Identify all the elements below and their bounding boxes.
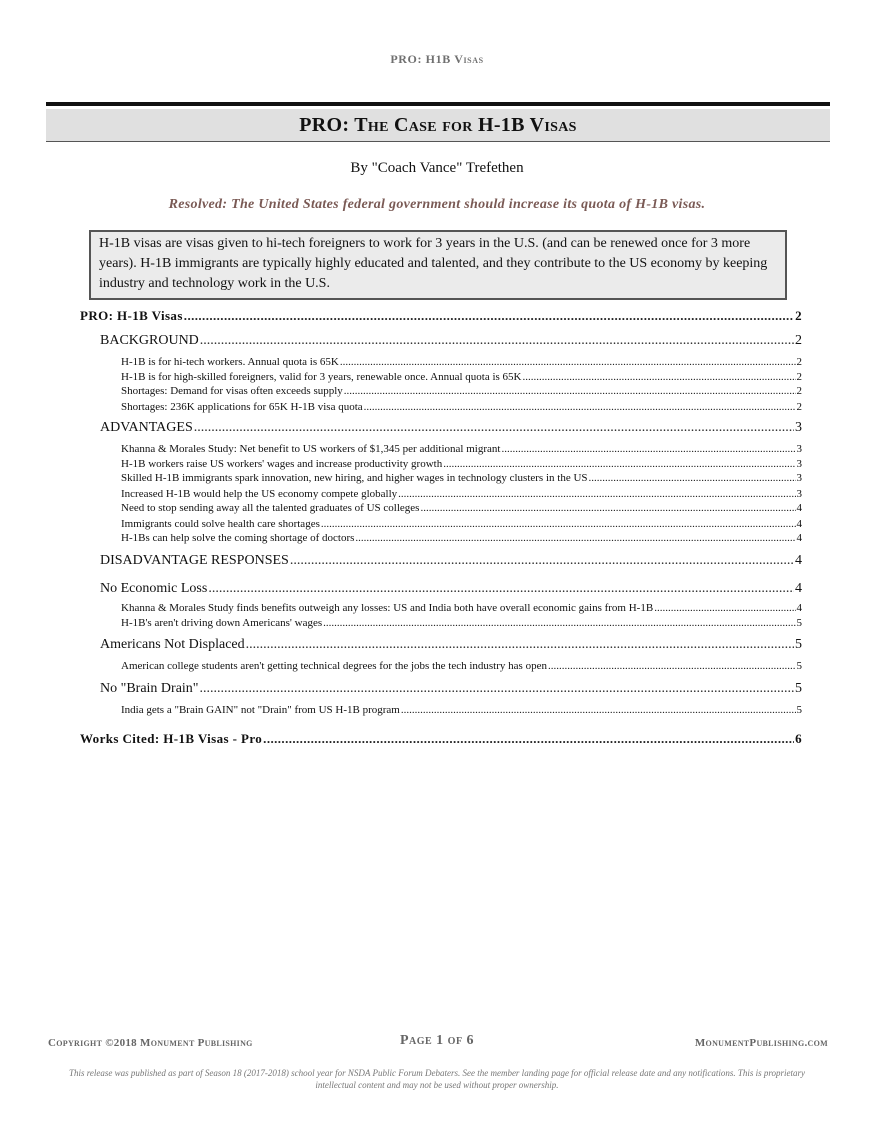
toc-leader	[200, 333, 794, 349]
toc-page-number: 2	[795, 308, 802, 323]
toc-entry-text: H-1B is for high-skilled foreigners, valid for 3 years, renewable once. Annual quota is 65K	[121, 371, 522, 383]
toc-page-number: 3	[796, 472, 802, 484]
toc-leader	[420, 502, 795, 514]
toc-page-number: 3	[795, 420, 802, 435]
toc-page-number: 2	[795, 333, 802, 348]
toc-leader	[208, 581, 794, 597]
toc-entry-disadvantage-responses[interactable]	[100, 553, 802, 569]
toc-entry-no-economic-loss[interactable]	[100, 581, 802, 597]
toc-entry-no-brain-drain[interactable]	[100, 681, 802, 697]
resolution: Resolved: The United States federal government should increase its quota of H-1B visas.	[168, 197, 706, 212]
toc-entry-text: Need to stop sending away all the talented graduates of US colleges	[121, 502, 420, 514]
toc-page-number: 5	[795, 637, 802, 652]
toc-entry[interactable]	[121, 356, 802, 368]
toc-page-number: 2	[796, 356, 802, 368]
toc-entry-americans-not-displaced[interactable]	[100, 637, 802, 653]
toc-entry[interactable]	[121, 704, 802, 716]
footer-page-number: Page 1 of 6	[399, 1033, 475, 1048]
toc-entry[interactable]	[121, 401, 802, 413]
toc-entry-text: PRO: H-1B Visas	[80, 308, 183, 323]
toc-entry-text: H-1B's aren't driving down Americans' wages	[121, 617, 323, 629]
toc-leader	[344, 385, 796, 397]
toc-leader	[340, 356, 796, 368]
toc-leader	[323, 617, 795, 629]
toc-page-number: 5	[796, 617, 802, 629]
toc-entry-text: Increased H-1B would help the US economy compete globally	[121, 488, 398, 500]
toc-leader	[522, 371, 795, 383]
toc-leader	[184, 308, 794, 324]
summary-box: H-1B visas are visas given to hi-tech foreigners to work for 3 years in the U.S. (and can be renewed once for 3 more years). H-1B immigrants are typically highly educated and talented, and they contribute to the US economy by keeping industry and technology work in the U.S.	[89, 230, 787, 300]
toc-entry-text: H-1B workers raise US workers' wages and increase productivity growth	[121, 458, 443, 470]
toc-entry-text: Khanna & Morales Study finds benefits outweigh any losses: US and India both have overall economic gains from H-1B	[121, 602, 654, 614]
byline: By "Coach Vance" Trefethen	[350, 160, 524, 176]
toc-page-number: 2	[796, 385, 802, 397]
toc-entry[interactable]	[121, 385, 802, 397]
toc-leader	[443, 458, 795, 470]
toc-entry-text: No "Brain Drain"	[100, 681, 199, 696]
toc-leader	[654, 602, 795, 614]
toc-leader	[263, 731, 794, 747]
toc-entry-text: India gets a "Brain GAIN" not "Drain" from US H-1B program	[121, 704, 400, 716]
toc-entry-pro-h1b-visas[interactable]	[80, 308, 802, 324]
document-title: PRO: The Case for H-1B Visas	[299, 113, 577, 136]
toc-leader	[589, 472, 796, 484]
toc-entry-text: American college students aren't getting technical degrees for the jobs the tech industry has open	[121, 660, 547, 672]
footer-copyright: Copyright ©2018 Monument Publishing	[48, 1037, 253, 1049]
toc-entry-text: ADVANTAGES	[100, 420, 193, 435]
toc-page-number: 3	[796, 443, 802, 455]
toc-page-number: 4	[795, 581, 802, 596]
toc-entry-advantages[interactable]	[100, 420, 802, 436]
toc-entry-text: Shortages: Demand for visas often exceeds supply	[121, 385, 343, 397]
toc-entry[interactable]	[121, 443, 802, 455]
toc-entry-text: H-1B is for hi-tech workers. Annual quota is 65K	[121, 356, 339, 368]
toc-page-number: 6	[795, 731, 802, 746]
running-head: PRO: H1B Visas	[390, 52, 484, 66]
toc-entry-text: Works Cited: H-1B Visas - Pro	[80, 731, 263, 746]
toc-page-number: 3	[796, 458, 802, 470]
toc-leader	[290, 553, 794, 569]
toc-leader	[200, 681, 794, 697]
toc-entry[interactable]	[121, 518, 802, 530]
toc-entry-text: Immigrants could solve health care shortages	[121, 518, 320, 530]
toc-entry-text: DISADVANTAGE RESPONSES	[100, 553, 289, 568]
toc-page-number: 5	[796, 704, 802, 716]
toc-entry[interactable]	[121, 532, 802, 544]
toc-entry[interactable]	[121, 602, 802, 614]
toc-leader	[398, 488, 795, 500]
toc-leader	[246, 637, 794, 653]
toc-entry-text: No Economic Loss	[100, 581, 208, 596]
toc-page-number: 4	[796, 602, 802, 614]
toc-page-number: 5	[795, 681, 802, 696]
toc-leader	[501, 443, 795, 455]
toc-page-number: 4	[796, 518, 802, 530]
toc-leader	[548, 660, 796, 672]
toc-page-number: 3	[796, 488, 802, 500]
toc-entry[interactable]	[121, 458, 802, 470]
toc-page-number: 2	[796, 371, 802, 383]
toc-leader	[355, 532, 795, 544]
toc-leader	[364, 401, 796, 413]
toc-entry[interactable]	[121, 371, 802, 383]
footer-disclaimer: This release was published as part of Season 18 (2017-2018) school year for NSDA Public Forum Debaters. See the member landing page for official release date and any notifications. This is proprietary intellectual content and may not be used without proper ownership.	[68, 1068, 806, 1090]
toc-page-number: 4	[796, 502, 802, 514]
toc-leader	[321, 518, 796, 530]
toc-page-number: 4	[796, 532, 802, 544]
toc-entry[interactable]	[121, 472, 802, 484]
toc-entry[interactable]	[121, 502, 802, 514]
toc-entry-text: Khanna & Morales Study: Net benefit to US workers of $1,345 per additional migrant	[121, 443, 501, 455]
toc-entry[interactable]	[121, 660, 802, 672]
toc-entry[interactable]	[121, 488, 802, 500]
toc-entry-text: Skilled H-1B immigrants spark innovation, new hiring, and higher wages in technology clusters in the US	[121, 472, 588, 484]
toc-entry-text: Americans Not Displaced	[100, 637, 245, 652]
toc-entry-text: BACKGROUND	[100, 333, 199, 348]
toc-entry-works-cited[interactable]	[80, 731, 802, 747]
toc-leader	[194, 420, 794, 436]
toc-entry[interactable]	[121, 617, 802, 629]
toc-page-number: 2	[796, 401, 802, 413]
toc-entry-text: H-1Bs can help solve the coming shortage of doctors	[121, 532, 355, 544]
toc-leader	[401, 704, 796, 716]
footer-website[interactable]: MonumentPublishing.com	[694, 1037, 828, 1049]
toc-page-number: 4	[795, 553, 802, 568]
toc-entry-text: Shortages: 236K applications for 65K H-1B visa quota	[121, 401, 363, 413]
toc-page-number: 5	[796, 660, 802, 672]
toc-entry-background[interactable]	[100, 333, 802, 349]
